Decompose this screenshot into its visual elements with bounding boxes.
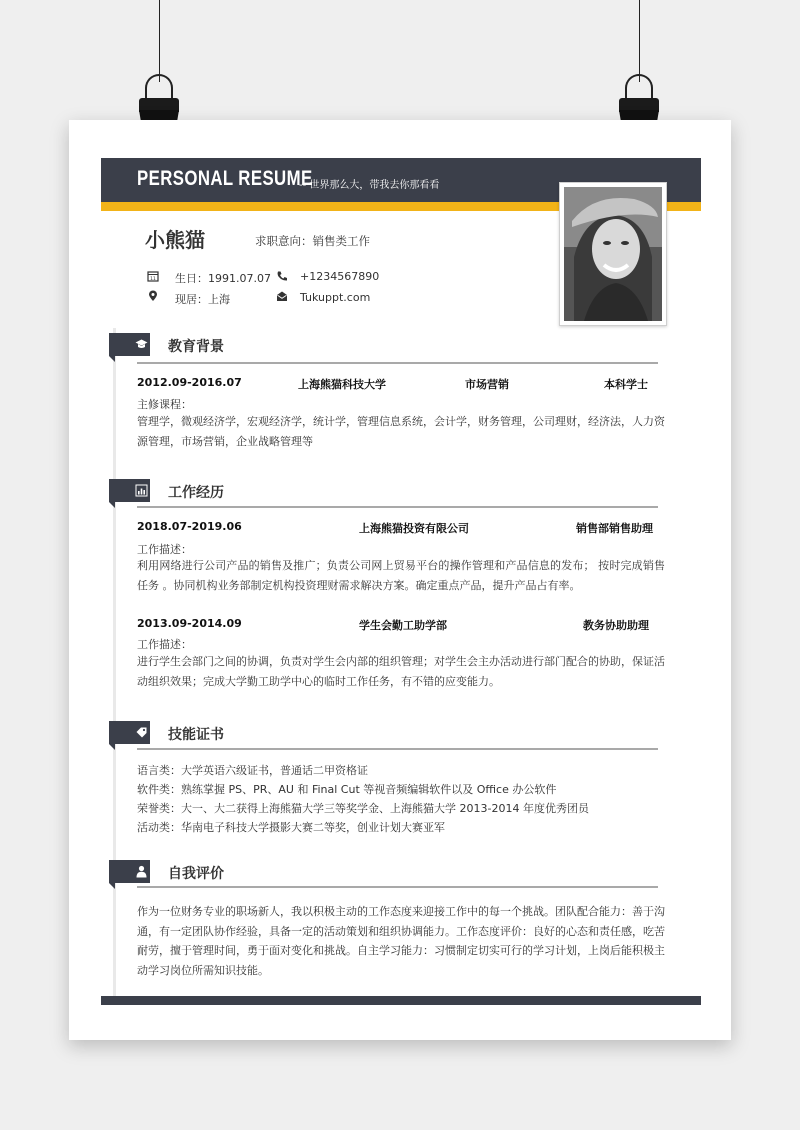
job-1-desc-label: 工作描述： [137,543,192,556]
job-2-desc-label: 工作描述： [137,638,192,651]
work-title: 工作经历 [168,485,224,501]
skill-line-honors: 荣誉类：大一、大二获得上海熊猫大学三等奖学金、上海熊猫大学 2013-2014 年度优秀团员 [137,802,589,815]
skill-line-software: 软件类：熟练掌握 PS、PR、AU 和 Final Cut 等视音频编辑软件以及 Office 办公软件 [137,783,557,796]
skills-title: 技能证书 [168,727,224,743]
self-eval-tab [109,860,150,883]
work-rule [137,506,658,508]
skills-tab [109,721,150,744]
education-title: 教育背景 [168,339,224,355]
graduation-cap-icon [135,338,148,351]
courses-label: 主修课程： [137,398,192,411]
self-eval-title: 自我评价 [168,866,224,882]
education-major: 市场营销 [465,378,509,391]
job-2-company: 学生会勤工助学部 [359,619,447,632]
job-2-position: 教务协助助理 [583,619,649,632]
courses-text: 管理学，微观经济学，宏观经济学，统计学，管理信息系统，会计学，财务管理，公司理财，经济法，人力资源管理，市场营销，企业战略管理等 [137,415,665,448]
job-1-period: 2018.07-2019.06 [137,520,242,533]
location-icon [147,290,159,302]
person-icon [135,865,148,878]
tagline: -- 世界那么大，带我去你那看看 [299,180,440,191]
job-2-period: 2013.09-2014.09 [137,617,242,630]
self-eval-text: 作为一位财务专业的职场新人，我以积极主动的工作态度来迎接工作中的每一个挑战。团队配合能力：善于沟通，有一定团队协作经验，具备一定的活动策划和组织协调能力。工作态度评价：良好的心态和责任感，吃苦耐劳，擅于管理时间，勇于面对变化和挑战。自主学习能力：习惯制定切实可行的学习计划，上岗后能积极主动学习岗位所需知识技能。 [137,905,665,977]
job-1-position: 销售部销售助理 [576,522,653,535]
job-2-desc: 进行学生会部门之间的协调，负责对学生会内部的组织管理；对学生会主办活动进行部门配合的协助，保证活动组织效果；完成大学勤工助学中心的临时工作任务，有不错的应变能力。 [137,655,665,688]
skill-line-language: 语言类：大学英语六级证书，普通话二甲资格证 [137,764,368,777]
education-school: 上海熊猫科技大学 [298,378,386,391]
self-eval-rule [137,886,658,888]
resume-page [69,120,731,1040]
timeline-line [113,328,116,998]
job-objective: 求职意向：销售类工作 [255,234,370,248]
candidate-name: 小熊猫 [145,228,205,252]
skill-line-activities: 活动类：华南电子科技大学摄影大赛二等奖，创业计划大赛亚军 [137,821,445,834]
job-1-desc: 利用网络进行公司产品的销售及推广；负责公司网上贸易平台的操作管理和产品信息的发布； 按时完成销售任务 。协同机构业务部制定机构投资理财需求解决方案。确定重点产品，提升产品占有率。 [137,559,665,592]
tag-icon [135,726,148,739]
education-rule [137,362,658,364]
calendar-icon [147,270,159,282]
profile-photo [559,182,667,326]
hanging-string-left [159,0,160,82]
phone-number: +1234567890 [300,270,380,283]
education-period: 2012.09-2016.07 [137,376,242,389]
resume-title: PERSONAL RESUME [137,167,313,190]
hanging-string-right [639,0,640,82]
residence: 现居：上海 [175,293,230,306]
svg-text:11: 11 [150,277,156,282]
phone-icon [276,270,288,282]
birth-date: 生日：1991.07.07 [175,272,271,285]
skills-rule [137,748,658,750]
mail-icon [276,290,288,302]
education-tab [109,333,150,356]
education-degree: 本科学士 [604,378,648,391]
email: Tukuppt.com [300,291,371,304]
work-tab [109,479,150,502]
footer-bar [101,996,701,1005]
bar-chart-icon [135,484,148,497]
job-1-company: 上海熊猫投资有限公司 [359,522,469,535]
